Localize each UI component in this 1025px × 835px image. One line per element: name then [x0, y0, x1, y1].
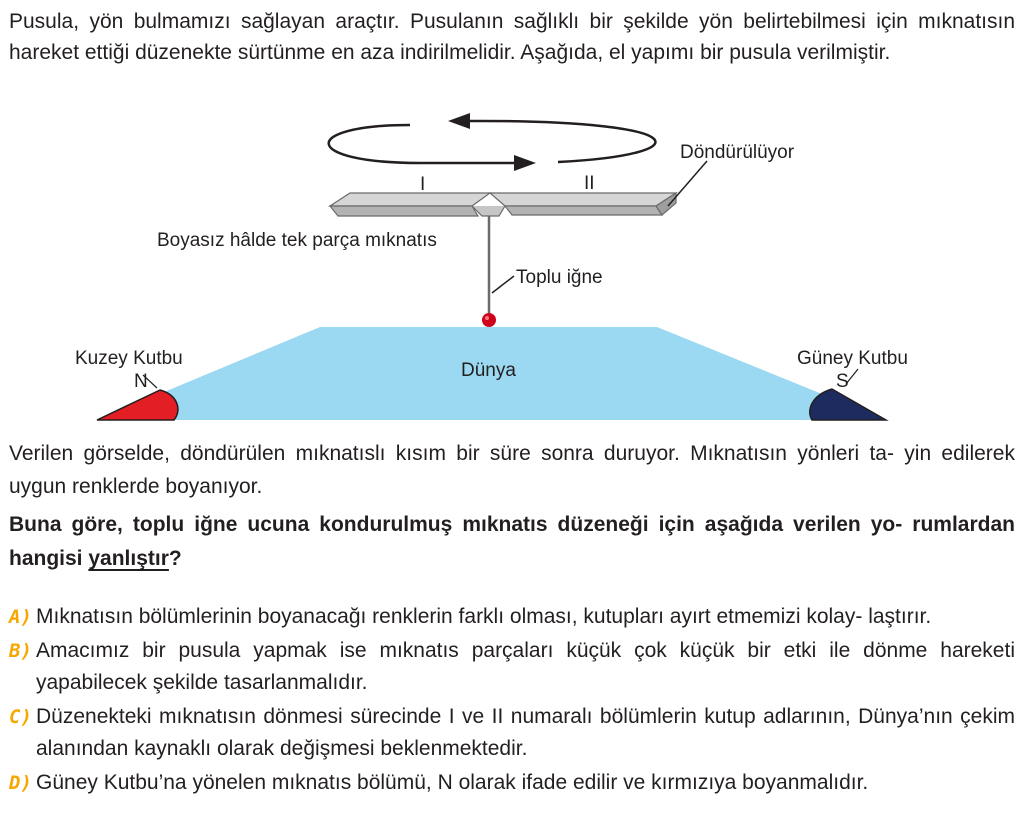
rotating-label: Döndürülüyor [680, 142, 795, 163]
option-text-line-2: Dünya’nın çekim alanından kaynaklı olarak değişmesi beklenmektedir. [36, 705, 1016, 760]
question-line-2-prefix: rumlardan hangisi [9, 513, 1015, 570]
intro-paragraph [9, 6, 1015, 68]
part-one-label: I [420, 174, 426, 195]
rotating-leader-line [668, 161, 707, 206]
question-emphasis: yanlıştır [88, 547, 169, 570]
south-letter: S [836, 371, 849, 392]
north-pole-label: Kuzey Kutbu [75, 348, 183, 369]
option-text-line-1: Güney Kutbu’na yönelen mıknatıs bölümü, N olarak ifade edilir ve kırmızıya boyanmalıdır. [36, 771, 869, 794]
description-line-1: Verilen görselde, döndürülen mıknatıslı kısım bir süre sonra duruyor. Mıknatısın yönleri ta- [9, 442, 894, 465]
option-text-line-1: Düzenekteki mıknatısın dönmesi sürecinde I ve II numaralı bölümlerin kutup adlarının, [36, 705, 851, 728]
question-mark: ? [168, 547, 182, 570]
earth-label: Dünya [461, 360, 516, 381]
question-line-1: Buna göre, toplu iğne ucuna kondurulmuş mıknatıs düzeneği için aşağıda verilen yo- [9, 513, 903, 536]
south-pole-label: Güney Kutbu [797, 348, 908, 369]
description-paragraph [9, 437, 1015, 503]
option-letter: A) [9, 606, 32, 628]
option-text-line-1: Mıknatısın bölümlerinin boyanacağı renklerin farklı olması, kutupları ayırt etmemizi kolay- [36, 605, 863, 628]
part-two-label: II [584, 173, 595, 194]
question-stem [9, 508, 1015, 576]
option-letter: C) [9, 706, 32, 728]
option-c[interactable] [9, 701, 1015, 765]
option-text-line-1: Amacımız bir pusula yapmak ise mıknatıs parçaları küçük çok küçük bir etki ile dönme [36, 639, 928, 662]
intro-line-3: bir pusula verilmiştir. [700, 41, 891, 64]
option-text-line-2: hareketi yapabilecek şekilde tasarlanmalıdır. [36, 639, 1015, 694]
option-text-line-2: laştırır. [868, 605, 932, 628]
magnet-bar [330, 193, 676, 216]
pin-head [482, 313, 496, 327]
arrow-head-icon [514, 155, 536, 171]
north-pole-region [97, 390, 178, 420]
answer-options [9, 601, 1015, 801]
south-pole-region [810, 389, 886, 420]
intro-line-2: için mıknatısın hareket ettiği düzenekte sürtünme en aza indirilmelidir. Aşağıda, el yapımı [9, 10, 1016, 64]
option-d[interactable] [9, 767, 1015, 799]
option-b[interactable] [9, 635, 1015, 699]
rotation-arrow-icon [329, 121, 656, 163]
pin-leader-line [492, 276, 514, 293]
option-a[interactable] [9, 601, 1015, 633]
pin-label: Toplu iğne [516, 267, 603, 288]
arrow-head-icon [448, 113, 470, 129]
magnet-label: Boyasız hâlde tek parça mıknatıs [157, 230, 437, 251]
intro-line-1: Pusula, yön bulmamızı sağlayan araçtır. Pusulanın sağlıklı bir şekilde yön belirtebilmesi [9, 10, 866, 33]
north-letter: N [134, 371, 148, 392]
description-line-2: yin edilerek uygun renklerde boyanıyor. [9, 442, 1015, 498]
option-letter: D) [9, 772, 32, 794]
compass-figure [0, 105, 1025, 425]
option-letter: B) [9, 640, 32, 662]
